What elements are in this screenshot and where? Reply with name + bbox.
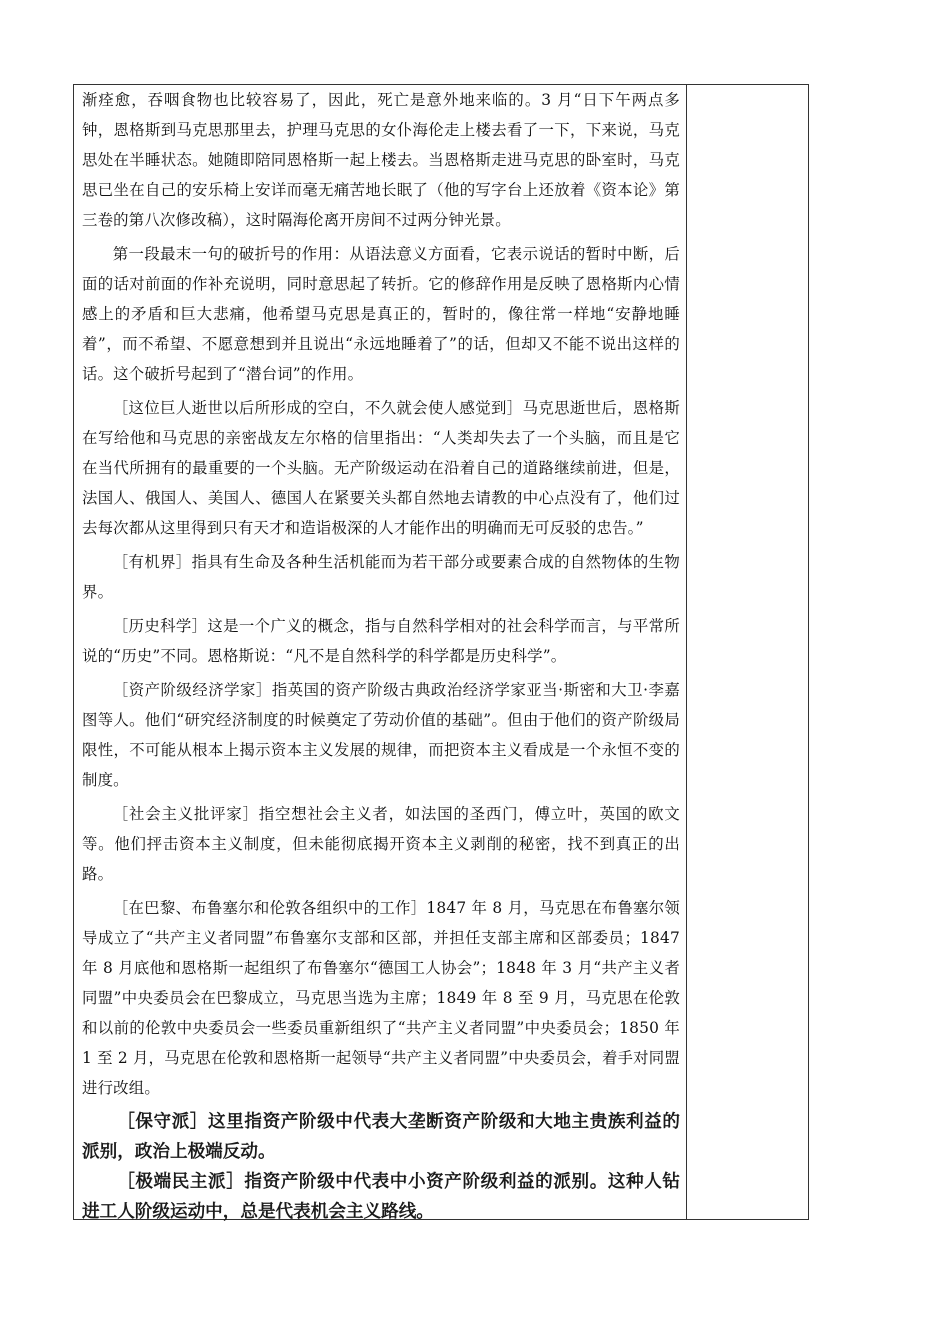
paragraph-conservatives: ［保守派］这里指资产阶级中代表大垄断资产阶级和大地主贵族利益的派别，政治上极端反动。 [82, 1112, 680, 1162]
paragraph-socialist-critics: ［社会主义批评家］指空想社会主义者，如法国的圣西门，傅立叶，英国的欧文等。他们抨击资本主义制度，但未能彻底揭开资本主义剥削的秘密，找不到真正的出路。 [82, 805, 680, 883]
paragraph-organization-work: ［在巴黎、布鲁塞尔和伦敦各组织中的工作］1847 年 8 月，马克思在布鲁塞尔领导成立了“共产主义者同盟”布鲁塞尔支部和区部，并担任支部主席和区部委员；1847 年 8 月底他和恩格斯一起组织了布鲁塞尔“德国工人协会”；1848 年 3 月“共产主义者同盟”中央委员会在巴黎成立，马克思当选为主席；1849 年 8 至 9 月，马克思在伦敦和以前的伦敦中央委员会一些委员重新组织了“共产主义者同盟”中央委员会；1850 年 1 至 2 月，马克思在伦敦和恩格斯一起领导“共产主义者同盟”中央委员会，着手对同盟进行改组。 [82, 899, 680, 1097]
lesson-table [73, 84, 809, 1220]
paragraph-death-narrative: 渐痊愈，吞咽食物也比较容易了，因此，死亡是意外地来临的。3 月“日下午两点多钟，恩格斯到马克思那里去，护理马克思的女仆海伦走上楼去看了一下，下来说，马克思处在半睡状态。她随即陪同恩格斯一起上楼去。当恩格斯走进马克思的卧室时，马克思已坐在自己的安乐椅上安详而毫无痛苦地长眠了（他的写字台上还放着《资本论》第三卷的第八次修改稿），这时隔海伦离开房间不过两分钟光景。 [82, 91, 680, 229]
paragraph-history-science: ［历史科学］这是一个广义的概念，指与自然科学相对的社会科学而言，与平常所说的“历史”不同。恩格斯说：“凡不是自然科学的科学都是历史科学”。 [82, 617, 680, 665]
column-divider [686, 85, 687, 1219]
paragraph-bourgeois-economists: ［资产阶级经济学家］指英国的资产阶级古典政治经济学家亚当·斯密和大卫·李嘉图等人。他们“研究经济制度的时候奠定了劳动价值的基础”。但由于他们的资产阶级局限性，不可能从根本上揭示资本主义发展的规律，而把资本主义看成是一个永恒不变的制度。 [82, 681, 680, 789]
content-cell [82, 85, 680, 1227]
bold-notes [82, 1107, 680, 1227]
paragraph-organic-world: ［有机界］指具有生命及各种生活机能而为若干部分或要素合成的自然物体的生物界。 [82, 553, 680, 601]
paragraph-dash-function: 第一段最末一句的破折号的作用：从语法意义方面看，它表示说话的暂时中断，后面的话对前面的作补充说明，同时意思起了转折。它的修辞作用是反映了恩格斯内心情感上的矛盾和巨大悲痛，他希望马克思是真正的，暂时的，像往常一样地“安静地睡着”，而不希望、不愿意想到并且说出“永远地睡着了”的话，但却又不能不说出这样的话。这个破折号起到了“潜台词”的作用。 [82, 245, 680, 383]
paragraph-giant-void: ［这位巨人逝世以后所形成的空白，不久就会使人感觉到］马克思逝世后，恩格斯在写给他和马克思的亲密战友左尔格的信里指出：“人类却失去了一个头脑，而且是它在当代所拥有的最重要的一个头脑。无产阶级运动在沿着自己的道路继续前进，但是，法国人、俄国人、美国人、德国人在紧要关头都自然地去请教的中心点没有了，他们过去每次都从这里得到只有天才和造诣极深的人才能作出的明确而无可反驳的忠告。” [82, 399, 680, 537]
paragraph-radical-democrats: ［极端民主派］指资产阶级中代表中小资产阶级利益的派别。这种人钻进工人阶级运动中，总是代表机会主义路线。 [82, 1172, 680, 1222]
